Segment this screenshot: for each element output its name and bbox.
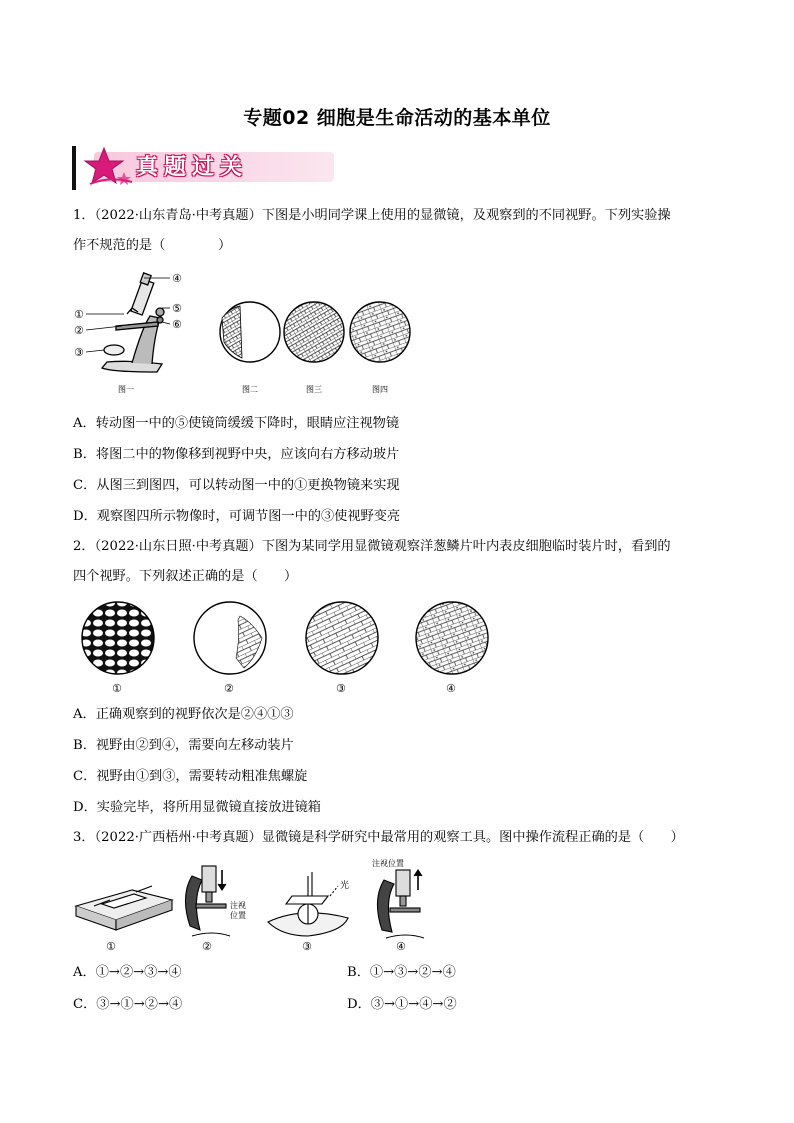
field-of-view-3 (284, 302, 344, 362)
q3-option-b: B．①→③→②→④ (347, 965, 456, 980)
q1-option-b: B．将图二中的物像移到视野中央，应该向右方移动玻片 (73, 447, 400, 462)
question-1-line2: 作不规范的是（ ） (73, 238, 232, 253)
q1-option-c: C．从图三到图四，可以转动图一中的①更换物镜来实现 (73, 478, 400, 493)
q2-option-a: A．正确观察到的视野依次是②④①③ (73, 707, 294, 722)
q2-view-1 (82, 602, 154, 674)
q3-label-3: ③ (302, 940, 312, 953)
q3-watch-label-v2: 位置 (230, 911, 246, 920)
question-3-stem (73, 823, 733, 853)
q3-option-a: A．①→②→③→④ (73, 965, 182, 980)
q1-label-3: ③ (74, 346, 84, 359)
q2-option-b: B．视野由②到④，需要向左移动装片 (73, 738, 294, 753)
section-banner (72, 146, 272, 190)
q3-light-label: 光 (340, 881, 350, 891)
q2-view-3 (306, 602, 378, 674)
q3-option-c: C．③→①→②→④ (73, 997, 183, 1012)
q1-caption-2: 图二 (242, 385, 258, 394)
question-2-stem (73, 532, 733, 592)
q3-step-3 (268, 872, 348, 936)
microscope-diagram (102, 273, 164, 372)
q1-caption-4: 图四 (372, 385, 388, 394)
q3-watch-label-v1: 注视 (230, 901, 246, 910)
question-3-figure (72, 856, 442, 956)
q3-step-2 (185, 866, 230, 936)
field-of-view-2 (220, 302, 280, 362)
question-2-line1: 2．（2022·山东日照·中考真题）下图为某同学用显微镜观察洋葱鳞片叶内表皮细胞临时装片时，看到的 (73, 539, 671, 554)
q1-caption-1: 图一 (118, 385, 134, 394)
q2-option-d: D．实验完毕，将所用显微镜直接放进镜箱 (73, 800, 321, 815)
star-icon (80, 146, 134, 190)
question-1-stem (73, 201, 733, 261)
q2-option-c: C．视野由①到③，需要转动粗准焦螺旋 (73, 769, 308, 784)
question-2-line2: 四个视野。下列叙述正确的是（ ） (73, 569, 298, 584)
q3-label-2: ② (202, 940, 212, 953)
banner-bar (72, 146, 76, 190)
page-title: 专题02 细胞是生命活动的基本单位 (243, 107, 551, 129)
q2-view-4 (416, 602, 488, 674)
question-1-figure (72, 268, 422, 398)
q3-watch-position: 注视位置 (372, 859, 404, 868)
field-of-view-4 (350, 302, 410, 362)
q1-option-d: D．观察图四所示物像时，可调节图一中的③使视野变亮 (73, 509, 401, 524)
question-1-line1: 1．（2022·山东青岛·中考真题）下图是小明同学课上使用的显微镜，及观察到的不同视野。下列实验操 (73, 208, 671, 223)
q3-option-d: D．③→①→④→② (347, 997, 457, 1012)
q2-view-2 (194, 602, 266, 674)
q2-label-2: ② (224, 682, 234, 695)
q3-step-1 (76, 886, 172, 930)
q1-option-a: A．转动图一中的⑤使镜筒缓缓下降时，眼睛应注视物镜 (73, 416, 400, 431)
q1-label-6: ⑥ (172, 318, 182, 331)
q1-caption-3: 图三 (306, 385, 322, 394)
question-3-line1: 3．（2022·广西梧州·中考真题）显微镜是科学研究中最常用的观察工具。图中操作流程正确的是（ ） (73, 830, 684, 845)
question-2-figure (80, 598, 520, 698)
q1-label-4: ④ (172, 272, 182, 285)
q2-label-4: ④ (446, 682, 456, 695)
q3-label-4: ④ (396, 940, 406, 953)
q2-label-1: ① (112, 682, 122, 695)
q3-step-4 (377, 870, 424, 938)
q1-label-1: ① (74, 308, 84, 321)
q2-label-3: ③ (336, 682, 346, 695)
banner-label: 真题过关 (136, 155, 249, 180)
q1-label-5: ⑤ (172, 302, 182, 315)
q3-label-1: ① (106, 940, 116, 953)
q1-label-2: ② (74, 324, 84, 337)
